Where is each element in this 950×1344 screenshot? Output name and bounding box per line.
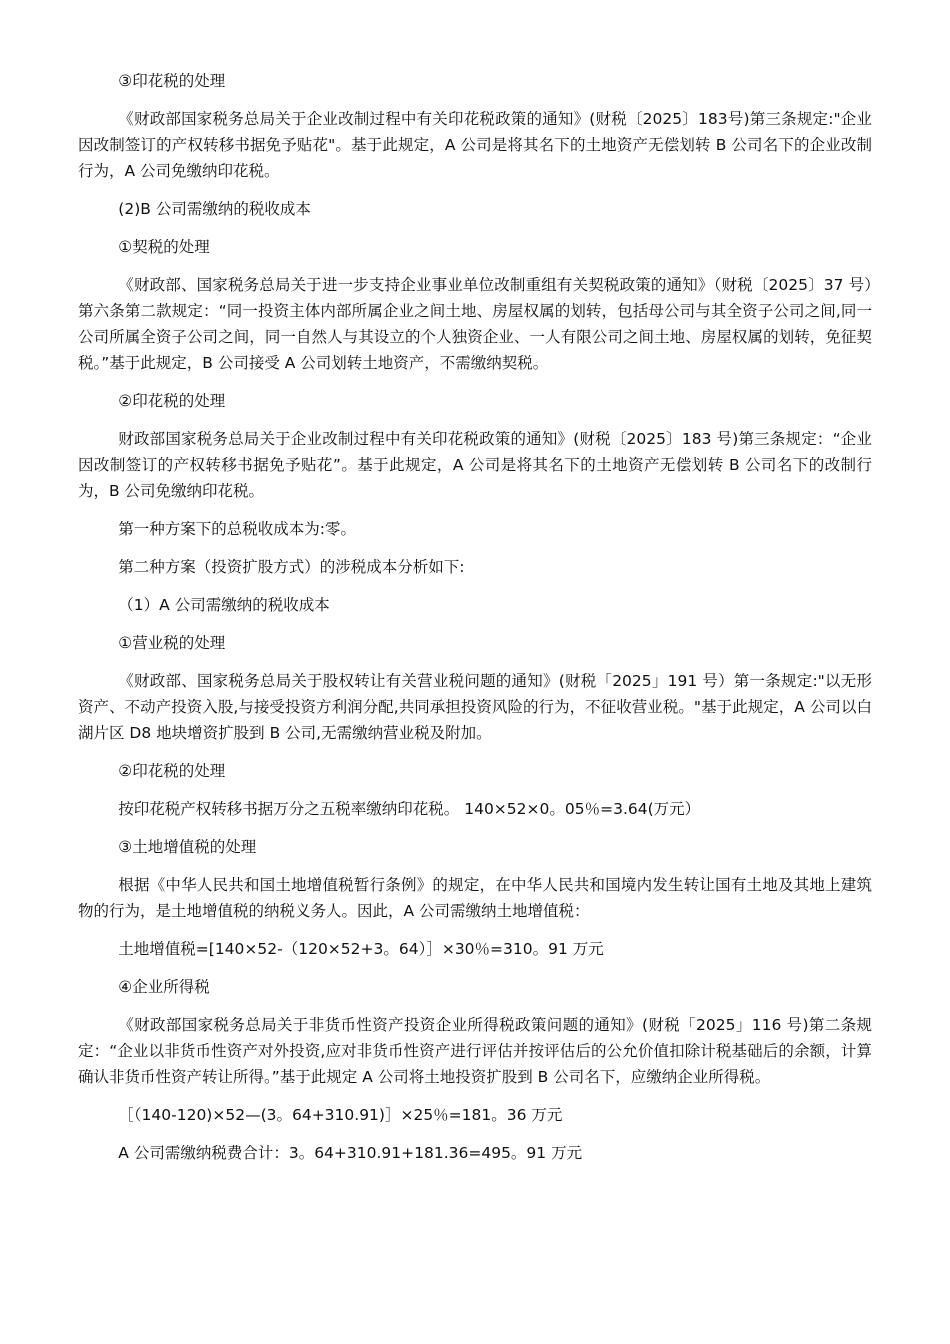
paragraph-business-tax-policy: 《财政部、国家税务总局关于股权转让有关营业税问题的通知》(财税「2025」191 号）第一条规定:"以无形资产、不动产投资入股,与接受投资方利润分配,共同承担投资风险的行为，不征收营业税。"基于此规定，A 公司以白湖片区 D8 地块增资扩股到 B 公司,无需缴纳营业税及附加。: [78, 672, 872, 742]
document-page: [78, 68, 872, 1178]
section-heading-deed-tax: ①契税的处理: [118, 238, 210, 256]
paragraph-plan-one-total: 第一种方案下的总税收成本为:零。: [118, 520, 357, 538]
paragraph-land-vat-policy: 根据《中华人民共和国土地增值税暂行条例》的规定，在中华人民共和国境内发生转让国有土地及其地上建筑物的行为，是土地增值税的纳税义务人。因此，A 公司需缴纳土地增值税：: [78, 876, 872, 920]
section-heading-a-company-tax-cost: （1）A 公司需缴纳的税收成本: [118, 596, 330, 614]
section-heading-b-company-tax-cost: (2)B 公司需缴纳的税收成本: [118, 200, 311, 218]
section-heading-stamp-tax-b: ②印花税的处理: [118, 392, 226, 410]
paragraph-deed-tax-policy: 《财政部、国家税务总局关于进一步支持企业事业单位改制重组有关契税政策的通知》（财税〔2025〕37 号）第六条第二款规定：“同一投资主体内部所属企业之间土地、房屋权属的划转，包括母公司与其全资子公司之间,同一公司所属全资子公司之间，同一自然人与其设立的个人独资企业、一人有限公司之间土地、房屋权属的划转，免征契税。”基于此规定，B 公司接受 A 公司划转土地资产，不需缴纳契税。: [78, 276, 872, 372]
paragraph-plan-two-intro: 第二种方案（投资扩股方式）的涉税成本分析如下:: [118, 558, 465, 576]
section-heading-stamp-tax-2: ②印花税的处理: [118, 762, 226, 780]
section-heading-land-vat: ③土地增值税的处理: [118, 838, 257, 856]
section-heading-business-tax: ①营业税的处理: [118, 634, 226, 652]
paragraph-stamp-tax-policy-a: 《财政部国家税务总局关于企业改制过程中有关印花税政策的通知》(财税〔2025〕183号)第三条规定:"企业因改制签订的产权转移书据免予贴花"。基于此规定，A 公司是将其名下的土地资产无偿划转 B 公司名下的企业改制行为，A 公司免缴纳印花税。: [78, 110, 872, 180]
paragraph-corporate-income-tax-policy: 《财政部国家税务总局关于非货币性资产投资企业所得税政策问题的通知》(财税「2025」116 号)第二条规定：“企业以非货币性资产对外投资,应对非货币性资产进行评估并按评估后的公允价值扣除计税基础后的余额，计算确认非货币性资产转让所得。”基于此规定 A 公司将土地投资扩股到 B 公司名下，应缴纳企业所得税。: [78, 1016, 872, 1086]
paragraph-stamp-tax-calc: 按印花税产权转移书据万分之五税率缴纳印花税。 140×52×0。05％=3.64(万元）: [118, 800, 701, 818]
section-heading-corporate-income-tax: ④企业所得税: [118, 978, 210, 996]
paragraph-land-vat-calc: 土地增值税=[140×52-（120×52+3。64）］×30％=310。91 万元: [118, 940, 604, 958]
section-heading-stamp-tax: ③印花税的处理: [118, 72, 226, 90]
paragraph-a-company-total: A 公司需缴纳税费合计：3。64+310.91+181.36=495。91 万元: [118, 1144, 583, 1162]
paragraph-stamp-tax-policy-b: 财政部国家税务总局关于企业改制过程中有关印花税政策的通知》(财税〔2025〕183 号)第三条规定：“企业因改制签订的产权转移书据免予贴花”。基于此规定，A 公司是将其名下的土地资产无偿划转 B 公司名下的改制行为，B 公司免缴纳印花税。: [78, 430, 872, 500]
paragraph-corporate-income-tax-calc: ［（140-120)×52—(3。64+310.91)］×25％=181。36 万元: [118, 1106, 563, 1124]
